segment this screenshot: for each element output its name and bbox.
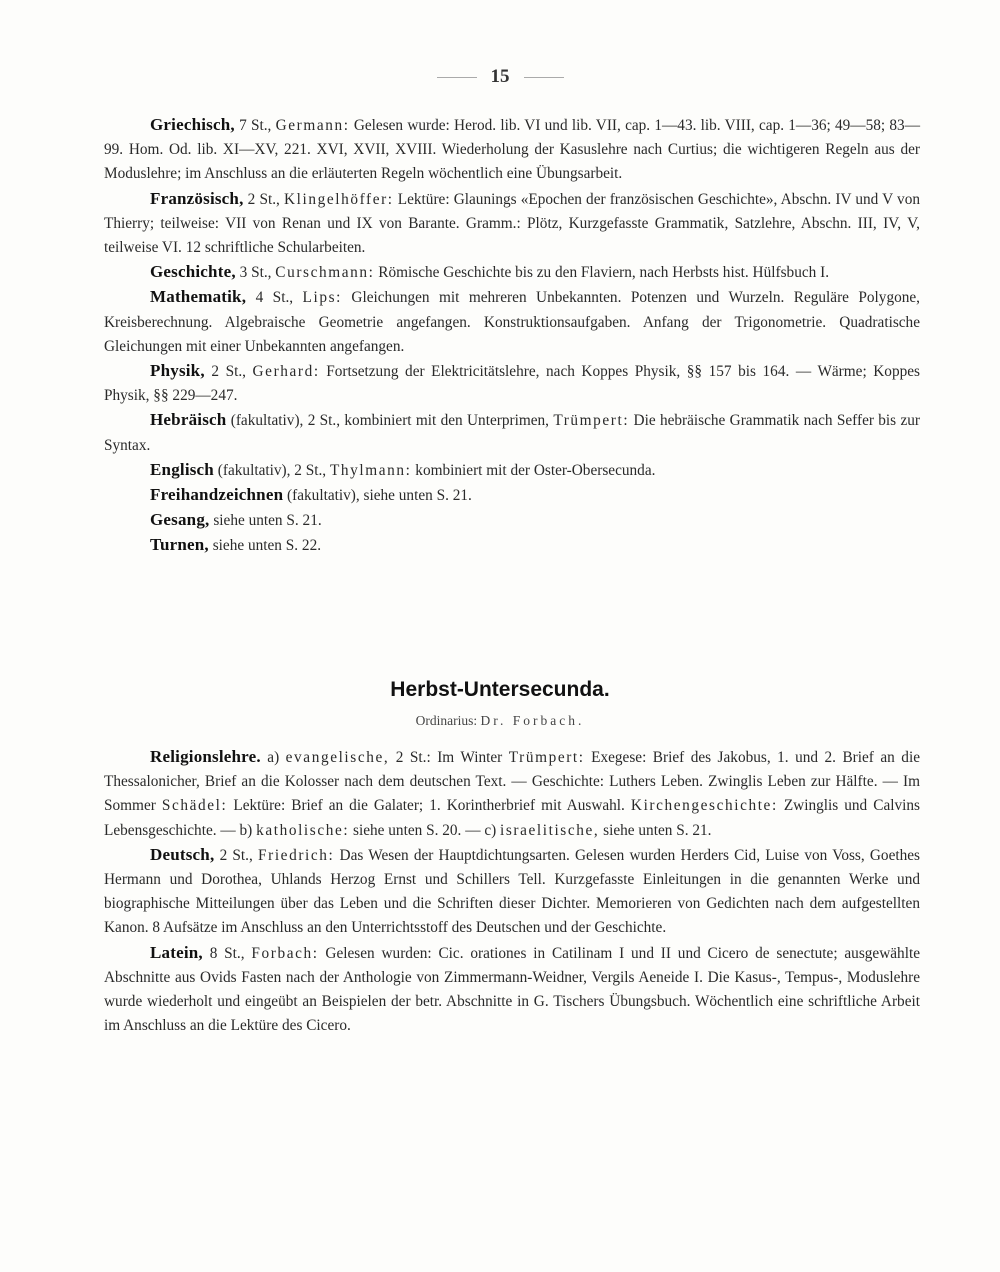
ordinarius-line: Ordinarius: Dr. Forbach.	[415, 713, 585, 728]
page-number: 15	[0, 66, 1000, 88]
paragraph-religionslehre: Religionslehre. a) evangelische, 2 St.: Im Winter Trümpert: Exegese: Brief des Jakobus, 1. und 2. Brief an die Thessalonicher, Brief an die Kolosser nach dem deutschen Text. — Geschichte: Luthers Leben. Zwinglis Leben zur Hälfte. — Im Sommer Schädel: Lektüre: Brief an die Galater; 1. Korintherbrief mit Auswahl. Kirchengeschichte: Zwinglis und Calvins Lebensgeschichte. — b) katholische: siehe unten S. 20. — c) israelitische, siehe unten S. 21.	[104, 747, 920, 839]
paragraph-geschichte: Geschichte, 3 St., Curschmann: Römische Geschichte bis zu den Flaviern, nach Herbsts hist. Hülfsbuch I.	[150, 262, 830, 282]
section-title: Herbst-Untersecunda.	[390, 678, 610, 701]
paragraph-freihandzeichnen: Freihandzeichnen (fakultativ), siehe unten S. 21.	[150, 485, 472, 505]
paragraph-physik: Physik, 2 St., Gerhard: Fortsetzung der Elektricitätslehre, nach Koppes Physik, §§ 157 bis 164. — Wärme; Koppes Physik, §§ 229—247.	[104, 361, 920, 405]
paragraph-gesang: Gesang, siehe unten S. 21.	[150, 510, 322, 530]
subject-block-upper	[104, 113, 920, 559]
paragraph-turnen: Turnen, siehe unten S. 22.	[150, 535, 322, 555]
paragraph-mathematik: Mathematik, 4 St., Lips: Gleichungen mit mehreren Unbekannten. Potenzen und Wurzeln. Reguläre Polygone, Kreisberechnung. Algebraische Geometrie angefangen. Konstruktionsaufgaben. Anfang der Trigonometrie. Quadratische Gleichungen mit einer Unbekannten angefangen.	[104, 287, 920, 355]
paragraph-hebraeisch: Hebräisch (fakultativ), 2 St., kombiniert mit den Unterprimen, Trümpert: Die hebräische Grammatik nach Seffer bis zur Syntax.	[104, 410, 920, 454]
paragraph-englisch: Englisch (fakultativ), 2 St., Thylmann: kombiniert mit der Oster-Obersecunda.	[150, 459, 656, 479]
paragraph-deutsch: Deutsch, 2 St., Friedrich: Das Wesen der Hauptdichtungsarten. Gelesen wurden Herders Cid, Luise von Voss, Goethes Hermann und Dorothea, Uhlands Herzog Ernst und Schillers Tell. Kurzgefasste Einleitungen in die genannten Werke und biographische Mitteilungen über das Leben und die Schriften dieser Dichter. Memorieren von Gedichten nach dem aufgestellten Kanon. 8 Aufsätze im Anschluss an den Unterrichtsstoff des Deutschen und der Geschichte.	[104, 844, 921, 937]
paragraph-griechisch: Griechisch, 7 St., Germann: Gelesen wurde: Herod. lib. VI und lib. VII, cap. 1—43. lib. VIII, cap. 1—36; 49—58; 83—99. Hom. Od. lib. XI—XV, 221. XVI, XVII, XVIII. Wiederholung der Kasuslehre nach Curtius; die wichtigeren Regeln aus der Moduslehre; im Anschluss an die erläuterten Regeln wöchentlich eine Übungsarbeit.	[104, 115, 920, 183]
subject-block-lower	[104, 745, 920, 1038]
page-number-dash-right	[524, 77, 564, 78]
page-number-dash-left	[437, 77, 477, 78]
paragraph-franzoesisch: Französisch, 2 St., Klingelhöffer: Lektüre: Glaunings «Epochen der französischen Geschichte», Abschn. IV und V von Thierry; teilweise: VII von Renan und IX von Barante. Gramm.: Plötz, Kurzgefasste Grammatik, Satzlehre, Abschn. III, IV, V, teilweise VI. 12 schriftliche Schularbeiten.	[104, 188, 921, 257]
paragraph-latein: Latein, 8 St., Forbach: Gelesen wurden: Cic. orationes in Catilinam I und II und Cicero de senectute; ausgewählte Abschnitte aus Ovids Fasten nach der Anthologie von Zimmermann-Weidner, Vergils Aeneide I. Die Kasus-, Tempus-, Moduslehre wurde wiederholt und eingeübt an Beispielen der betr. Abschnitte in G. Tischers Übungsbuch. Wöchentlich eine schriftliche Arbeit im Anschluss an die Lektüre des Cicero.	[104, 942, 920, 1035]
